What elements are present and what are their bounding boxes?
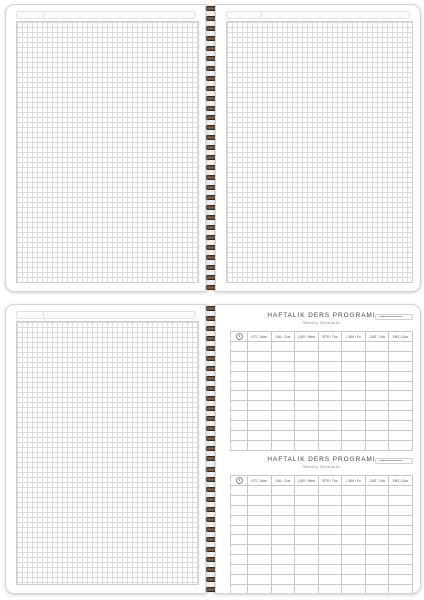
schedule-cell[interactable]: [389, 411, 413, 421]
schedule-cell[interactable]: [342, 555, 366, 565]
schedule-row: [231, 515, 413, 525]
schedule-cell[interactable]: [318, 351, 342, 361]
schedule-cell[interactable]: [389, 351, 413, 361]
schedule-cell[interactable]: [318, 495, 342, 505]
schedule-cell[interactable]: [365, 411, 389, 421]
schedule-row: [231, 431, 413, 441]
schedule-row: [231, 342, 413, 352]
schedule-header-row: [231, 332, 413, 342]
schedule-cell[interactable]: [271, 555, 295, 565]
schedule-cell[interactable]: [389, 371, 413, 381]
schedule-cell[interactable]: [389, 421, 413, 431]
schedule-cell[interactable]: [295, 371, 319, 381]
schedule-cell[interactable]: [389, 555, 413, 565]
schedule-row: [231, 401, 413, 411]
schedule-subtitle: Weekly Schedule: [303, 321, 340, 325]
schedule-cell[interactable]: [365, 525, 389, 535]
time-cell[interactable]: [231, 565, 248, 575]
schedule-cell[interactable]: [365, 351, 389, 361]
schedule-cell[interactable]: [389, 505, 413, 515]
schedule-cell[interactable]: [318, 505, 342, 515]
schedule-cell[interactable]: [342, 421, 366, 431]
schedule-cell[interactable]: [342, 486, 366, 496]
schedule-cell[interactable]: [248, 486, 272, 496]
day-header: CUM / Fri: [342, 332, 366, 342]
schedule-row: [231, 440, 413, 450]
schedule-cell[interactable]: [271, 505, 295, 515]
schedule-cell[interactable]: [389, 431, 413, 441]
schedule-cell[interactable]: [318, 371, 342, 381]
schedule-cell[interactable]: [295, 545, 319, 555]
schedule-cell[interactable]: [248, 371, 272, 381]
schedule-row: [231, 575, 413, 585]
schedule-cell[interactable]: [248, 440, 272, 450]
schedule-cell[interactable]: [318, 486, 342, 496]
day-header: PER / Thu: [318, 476, 342, 486]
grid-area: [16, 21, 199, 283]
time-cell[interactable]: [231, 401, 248, 411]
schedule-cell[interactable]: [295, 584, 319, 594]
schedule-cell[interactable]: [342, 495, 366, 505]
schedule-cell[interactable]: [295, 555, 319, 565]
schedule-cell[interactable]: [271, 371, 295, 381]
right-page-top: [215, 4, 421, 292]
schedule-header-row: [231, 476, 413, 486]
schedule-cell[interactable]: [271, 342, 295, 352]
schedule-cell[interactable]: [389, 535, 413, 545]
schedule-cell[interactable]: [295, 525, 319, 535]
time-cell[interactable]: [231, 381, 248, 391]
schedule-row: [231, 495, 413, 505]
time-cell[interactable]: [231, 421, 248, 431]
schedule-row: [231, 505, 413, 515]
schedule-cell[interactable]: [365, 495, 389, 505]
schedule-cell[interactable]: [389, 381, 413, 391]
time-column-header: [231, 476, 248, 486]
schedule-cell[interactable]: [389, 391, 413, 401]
schedule-cell[interactable]: [318, 555, 342, 565]
schedule-cell[interactable]: [342, 401, 366, 411]
schedule-cell[interactable]: [248, 515, 272, 525]
schedule-cell[interactable]: [248, 505, 272, 515]
schedule-cell[interactable]: [365, 584, 389, 594]
left-page-top: [5, 4, 207, 292]
time-cell[interactable]: [231, 515, 248, 525]
schedule-cell[interactable]: [248, 535, 272, 545]
schedule-cell[interactable]: [318, 342, 342, 352]
grid-area: [16, 321, 199, 585]
schedule-cell[interactable]: [295, 381, 319, 391]
page-header-bar: [16, 11, 196, 19]
schedule-cell[interactable]: [318, 381, 342, 391]
schedule-cell[interactable]: [342, 525, 366, 535]
schedule-cell[interactable]: [365, 342, 389, 352]
schedule-row: [231, 371, 413, 381]
schedule-cell[interactable]: [248, 565, 272, 575]
schedule-cell[interactable]: [342, 505, 366, 515]
schedule-cell[interactable]: [271, 545, 295, 555]
schedule-cell[interactable]: [271, 535, 295, 545]
schedule-cell[interactable]: [318, 391, 342, 401]
time-cell[interactable]: [231, 555, 248, 565]
schedule-cell[interactable]: [342, 584, 366, 594]
schedule-cell[interactable]: [295, 421, 319, 431]
schedule-cell[interactable]: [248, 555, 272, 565]
schedule-cell[interactable]: [271, 515, 295, 525]
grid-area: [226, 21, 413, 283]
schedule-cell[interactable]: [342, 411, 366, 421]
schedule-cell[interactable]: [271, 401, 295, 411]
time-cell[interactable]: [231, 495, 248, 505]
schedule-cell[interactable]: [389, 545, 413, 555]
schedule-cell[interactable]: [318, 565, 342, 575]
time-cell[interactable]: [231, 391, 248, 401]
schedule-cell[interactable]: [389, 565, 413, 575]
schedule-cell[interactable]: [342, 515, 366, 525]
schedule-cell[interactable]: [389, 361, 413, 371]
schedule-cell[interactable]: [271, 411, 295, 421]
schedule-cell[interactable]: [271, 525, 295, 535]
schedule-cell[interactable]: [342, 351, 366, 361]
schedule-cell[interactable]: [318, 525, 342, 535]
schedule-cell[interactable]: [271, 486, 295, 496]
schedule-row: [231, 421, 413, 431]
schedule-cell[interactable]: [295, 440, 319, 450]
schedule-cell[interactable]: [318, 361, 342, 371]
day-header: PAZ / Sun: [389, 476, 413, 486]
time-cell[interactable]: [231, 584, 248, 594]
schedule-cell[interactable]: [295, 431, 319, 441]
schedule-cell[interactable]: [318, 545, 342, 555]
schedule-cell[interactable]: [318, 421, 342, 431]
schedule-cell[interactable]: [365, 401, 389, 411]
notebook-spread-bottom: [5, 304, 419, 594]
schedule-cell[interactable]: [271, 584, 295, 594]
schedule-cell[interactable]: [342, 575, 366, 585]
schedule-cell[interactable]: [342, 431, 366, 441]
schedule-cell[interactable]: [271, 391, 295, 401]
schedule-cell[interactable]: [318, 440, 342, 450]
schedule-cell[interactable]: [389, 342, 413, 352]
schedule-cell[interactable]: [342, 381, 366, 391]
day-header: CUM / Fri: [342, 476, 366, 486]
schedule-row: [231, 361, 413, 371]
schedule-cell[interactable]: [389, 584, 413, 594]
day-header: CMT / Sat: [365, 476, 389, 486]
schedule-cell[interactable]: [318, 411, 342, 421]
schedule-cell[interactable]: [295, 401, 319, 411]
schedule-cell[interactable]: [271, 565, 295, 575]
schedule-cell[interactable]: [389, 495, 413, 505]
day-header: PAZ / Sun: [389, 332, 413, 342]
left-page-bottom: [5, 304, 207, 594]
schedule-row: [231, 555, 413, 565]
name-field[interactable]: [375, 314, 413, 320]
time-cell[interactable]: [231, 486, 248, 496]
schedule-cell[interactable]: [365, 545, 389, 555]
time-cell[interactable]: [231, 575, 248, 585]
clock-icon: [236, 477, 243, 484]
schedule-cell[interactable]: [342, 371, 366, 381]
time-cell[interactable]: [231, 440, 248, 450]
schedule-cell[interactable]: [389, 401, 413, 411]
schedule-cell[interactable]: [295, 411, 319, 421]
schedule-cell[interactable]: [389, 575, 413, 585]
clock-icon: [236, 333, 243, 340]
schedule-cell[interactable]: [318, 535, 342, 545]
schedule-cell[interactable]: [342, 545, 366, 555]
time-cell[interactable]: [231, 525, 248, 535]
schedule-cell[interactable]: [318, 584, 342, 594]
schedule-cell[interactable]: [271, 575, 295, 585]
schedule-cell[interactable]: [248, 421, 272, 431]
time-cell[interactable]: [231, 371, 248, 381]
schedule-cell[interactable]: [389, 515, 413, 525]
schedule-row: [231, 391, 413, 401]
schedule-cell[interactable]: [248, 342, 272, 352]
schedule-cell[interactable]: [342, 565, 366, 575]
schedule-subtitle: Weekly Schedule: [303, 465, 340, 469]
time-cell[interactable]: [231, 505, 248, 515]
schedule-row: [231, 351, 413, 361]
schedule-cell[interactable]: [248, 584, 272, 594]
schedule-cell[interactable]: [248, 431, 272, 441]
schedule-cell[interactable]: [342, 440, 366, 450]
schedule-cell[interactable]: [248, 391, 272, 401]
page-header-bar: [226, 11, 410, 19]
day-header: SAL / Tue: [271, 332, 295, 342]
schedule-cell[interactable]: [365, 361, 389, 371]
schedule-cell[interactable]: [271, 440, 295, 450]
schedule-cell[interactable]: [295, 535, 319, 545]
schedule-cell[interactable]: [248, 351, 272, 361]
time-column-header: [231, 332, 248, 342]
schedule-cell[interactable]: [295, 351, 319, 361]
schedule-cell[interactable]: [295, 495, 319, 505]
schedule-page: [215, 304, 421, 594]
weekly-schedule: [230, 309, 413, 443]
notebook-spread-top: [5, 4, 419, 292]
schedule-cell[interactable]: [271, 351, 295, 361]
schedule-row: [231, 545, 413, 555]
schedule-cell[interactable]: [271, 495, 295, 505]
schedule-row: [231, 535, 413, 545]
schedule-row: [231, 381, 413, 391]
day-header: ÇAR / Wed: [295, 476, 319, 486]
schedule-cell[interactable]: [365, 535, 389, 545]
time-cell[interactable]: [231, 545, 248, 555]
schedule-cell[interactable]: [365, 486, 389, 496]
schedule-title: HAFTALIK DERS PROGRAMI: [267, 456, 376, 463]
schedule-cell[interactable]: [342, 535, 366, 545]
schedule-cell[interactable]: [271, 361, 295, 371]
schedule-cell[interactable]: [295, 486, 319, 496]
schedule-cell[interactable]: [271, 381, 295, 391]
schedule-cell[interactable]: [295, 565, 319, 575]
schedule-title: HAFTALIK DERS PROGRAMI: [267, 312, 376, 319]
schedule-cell[interactable]: [365, 515, 389, 525]
weekly-schedule: [230, 453, 413, 587]
time-cell[interactable]: [231, 411, 248, 421]
schedule-cell[interactable]: [365, 565, 389, 575]
name-field[interactable]: [375, 458, 413, 464]
day-header: PZT / Mon: [248, 332, 272, 342]
schedule-cell[interactable]: [248, 545, 272, 555]
day-header: CMT / Sat: [365, 332, 389, 342]
schedule-row: [231, 525, 413, 535]
schedule-cell[interactable]: [295, 391, 319, 401]
schedule-row: [231, 584, 413, 594]
schedule-cell[interactable]: [318, 575, 342, 585]
schedule-cell[interactable]: [342, 361, 366, 371]
schedule-cell[interactable]: [365, 391, 389, 401]
schedule-cell[interactable]: [248, 381, 272, 391]
schedule-cell[interactable]: [389, 440, 413, 450]
schedule-cell[interactable]: [365, 431, 389, 441]
schedule-cell[interactable]: [248, 401, 272, 411]
schedule-cell[interactable]: [365, 381, 389, 391]
schedule-cell[interactable]: [389, 525, 413, 535]
schedule-cell[interactable]: [271, 421, 295, 431]
schedule-cell[interactable]: [318, 401, 342, 411]
schedule-cell[interactable]: [365, 371, 389, 381]
day-header: PZT / Mon: [248, 476, 272, 486]
schedule-table: [230, 331, 413, 451]
schedule-cell[interactable]: [342, 342, 366, 352]
schedule-cell[interactable]: [365, 421, 389, 431]
schedule-cell[interactable]: [248, 411, 272, 421]
schedule-row: [231, 565, 413, 575]
schedule-cell[interactable]: [295, 515, 319, 525]
schedule-cell[interactable]: [318, 431, 342, 441]
schedule-cell[interactable]: [248, 525, 272, 535]
schedule-cell[interactable]: [365, 505, 389, 515]
time-cell[interactable]: [231, 431, 248, 441]
schedule-cell[interactable]: [342, 391, 366, 401]
time-cell[interactable]: [231, 535, 248, 545]
schedule-cell[interactable]: [248, 575, 272, 585]
schedule-cell[interactable]: [271, 431, 295, 441]
schedule-table: [230, 475, 413, 594]
schedule-cell[interactable]: [318, 515, 342, 525]
time-cell[interactable]: [231, 342, 248, 352]
day-header: SAL / Tue: [271, 476, 295, 486]
schedule-cell[interactable]: [295, 505, 319, 515]
schedule-cell[interactable]: [389, 486, 413, 496]
schedule-cell[interactable]: [365, 575, 389, 585]
time-cell[interactable]: [231, 361, 248, 371]
schedule-cell[interactable]: [248, 495, 272, 505]
schedule-cell[interactable]: [365, 555, 389, 565]
schedule-cell[interactable]: [248, 361, 272, 371]
schedule-row: [231, 486, 413, 496]
schedule-row: [231, 411, 413, 421]
page-header-bar: [16, 311, 196, 319]
day-header: PER / Thu: [318, 332, 342, 342]
day-header: ÇAR / Wed: [295, 332, 319, 342]
time-cell[interactable]: [231, 351, 248, 361]
schedule-cell[interactable]: [295, 575, 319, 585]
schedule-cell[interactable]: [295, 342, 319, 352]
schedule-cell[interactable]: [295, 361, 319, 371]
schedule-cell[interactable]: [365, 440, 389, 450]
